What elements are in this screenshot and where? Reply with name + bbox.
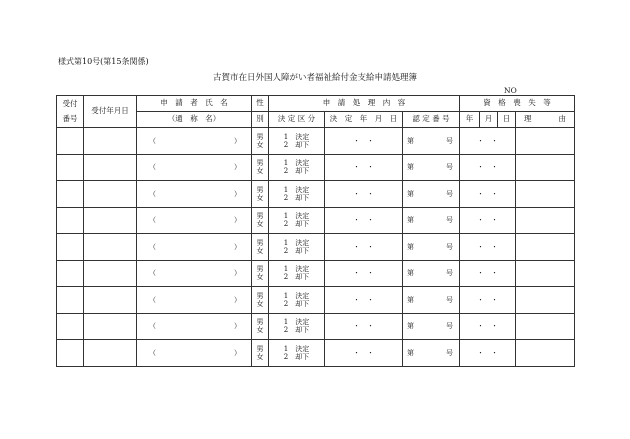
cell-cert-number[interactable] — [403, 128, 460, 155]
page-title: 古賀市在日外国人障がい者福祉給付金支給申請処理簿 — [212, 73, 417, 83]
sex-female: 女 — [256, 193, 264, 202]
register-row — [57, 181, 575, 208]
cert-prefix: 第 — [407, 348, 414, 357]
cert-prefix: 第 — [407, 189, 414, 198]
cell-uketsuke-number[interactable] — [57, 260, 84, 287]
cell-applicant-name[interactable] — [137, 287, 252, 314]
cell-decision-date[interactable]: ・ ・ — [325, 234, 403, 261]
header-sex-1: 性 — [252, 96, 269, 112]
cell-cert-number[interactable] — [403, 181, 460, 208]
cell-applicant-name[interactable] — [137, 260, 252, 287]
cert-prefix: 第 — [407, 216, 414, 225]
cell-cert-number[interactable] — [403, 207, 460, 234]
sex-female: 女 — [256, 140, 264, 149]
cell-sex[interactable] — [252, 313, 269, 340]
cell-decision-type[interactable] — [269, 313, 325, 340]
cell-uketsuke-number[interactable] — [57, 287, 84, 314]
option-reject: 2 却下 — [283, 326, 310, 335]
paren-close: ） — [234, 136, 241, 145]
option-reject: 2 却下 — [283, 352, 310, 361]
cell-uketsuke-number[interactable] — [57, 340, 84, 367]
paren-close: ） — [234, 269, 241, 278]
register-row — [57, 234, 575, 261]
register-row — [57, 207, 575, 234]
option-reject: 2 却下 — [283, 193, 310, 202]
cell-sex[interactable] — [252, 340, 269, 367]
cell-sex[interactable] — [252, 154, 269, 181]
option-approve: 1 決定 — [283, 318, 310, 327]
option-reject: 2 却下 — [283, 273, 310, 282]
option-approve: 1 決定 — [283, 132, 310, 141]
paren-open: （ — [149, 322, 156, 331]
header-loss: 資 格 喪 失 等 — [460, 96, 575, 112]
header-reason: 理 由 — [516, 112, 575, 128]
option-reject: 2 却下 — [283, 299, 310, 308]
cell-decision-type[interactable] — [269, 154, 325, 181]
cell-sex[interactable] — [252, 128, 269, 155]
header-alias: （通 称 名） — [137, 112, 252, 128]
cell-uketsuke-date[interactable] — [84, 128, 137, 155]
header-sex-2: 別 — [252, 112, 269, 128]
cell-applicant-name[interactable] — [137, 340, 252, 367]
option-reject: 2 却下 — [283, 167, 310, 176]
cell-uketsuke-date[interactable] — [84, 234, 137, 261]
cert-suffix: 号 — [446, 216, 454, 225]
header-day: 日 — [498, 112, 516, 128]
option-approve: 1 決定 — [283, 212, 310, 221]
paren-close: ） — [234, 322, 241, 331]
cell-decision-date[interactable]: ・ ・ — [325, 154, 403, 181]
cert-suffix: 号 — [446, 136, 454, 145]
cell-sex[interactable] — [252, 207, 269, 234]
option-approve: 1 決定 — [283, 344, 310, 353]
cell-cert-number[interactable] — [403, 287, 460, 314]
cert-suffix: 号 — [446, 295, 454, 304]
cell-uketsuke-number[interactable] — [57, 313, 84, 340]
cert-suffix: 号 — [446, 322, 454, 331]
cell-loss-reason[interactable] — [516, 181, 575, 208]
processing-register-table — [56, 95, 575, 367]
cell-uketsuke-date[interactable] — [84, 340, 137, 367]
cell-loss-reason[interactable] — [516, 340, 575, 367]
option-reject: 2 却下 — [283, 140, 310, 149]
cell-uketsuke-date[interactable] — [84, 181, 137, 208]
cell-loss-date[interactable]: ・ ・ — [460, 313, 516, 340]
cell-decision-type[interactable] — [269, 181, 325, 208]
paren-open: （ — [149, 216, 156, 225]
paren-open: （ — [149, 189, 156, 198]
sex-male: 男 — [256, 265, 264, 274]
header-month: 月 — [480, 112, 498, 128]
cert-prefix: 第 — [407, 242, 414, 251]
register-row — [57, 313, 575, 340]
cell-loss-reason[interactable] — [516, 128, 575, 155]
header-decision-date: 決 定 年 月 日 — [325, 112, 403, 128]
header-decision-type: 決 定 区 分 — [269, 112, 325, 128]
cell-sex[interactable] — [252, 287, 269, 314]
option-reject: 2 却下 — [283, 220, 310, 229]
cell-decision-date[interactable]: ・ ・ — [325, 313, 403, 340]
paren-close: ） — [234, 189, 241, 198]
sex-male: 男 — [256, 318, 264, 327]
cell-loss-reason[interactable] — [516, 287, 575, 314]
cell-loss-date[interactable]: ・ ・ — [460, 340, 516, 367]
cert-suffix: 号 — [446, 189, 454, 198]
cell-decision-type[interactable] — [269, 207, 325, 234]
paren-open: （ — [149, 163, 156, 172]
header-processing: 申 請 処 理 内 容 — [269, 96, 460, 112]
cell-loss-date[interactable]: ・ ・ — [460, 181, 516, 208]
cell-uketsuke-date[interactable] — [84, 207, 137, 234]
cell-loss-date[interactable]: ・ ・ — [460, 287, 516, 314]
cell-cert-number[interactable] — [403, 234, 460, 261]
cell-decision-type[interactable] — [269, 260, 325, 287]
cell-cert-number[interactable] — [403, 340, 460, 367]
paren-close: ） — [234, 348, 241, 357]
cell-loss-date[interactable]: ・ ・ — [460, 154, 516, 181]
paren-open: （ — [149, 348, 156, 357]
cell-applicant-name[interactable] — [137, 128, 252, 155]
cell-applicant-name[interactable] — [137, 207, 252, 234]
cell-loss-reason[interactable] — [516, 154, 575, 181]
cell-loss-date[interactable]: ・ ・ — [460, 234, 516, 261]
paren-close: ） — [234, 295, 241, 304]
cell-uketsuke-number[interactable] — [57, 207, 84, 234]
paren-open: （ — [149, 136, 156, 145]
register-row — [57, 128, 575, 155]
header-uketsuke-date: 受付年月日 — [84, 96, 137, 128]
cell-sex[interactable] — [252, 181, 269, 208]
cell-decision-date[interactable]: ・ ・ — [325, 207, 403, 234]
cell-decision-type[interactable] — [269, 128, 325, 155]
option-approve: 1 決定 — [283, 238, 310, 247]
cell-decision-type[interactable] — [269, 234, 325, 261]
cell-uketsuke-date[interactable] — [84, 154, 137, 181]
header-row-1 — [57, 96, 575, 112]
sex-male: 男 — [256, 344, 264, 353]
sex-female: 女 — [256, 299, 264, 308]
form-reference: 様式第10号(第15条関係) — [58, 57, 149, 66]
paren-close: ） — [234, 163, 241, 172]
cell-decision-type[interactable] — [269, 287, 325, 314]
header-cert-number: 認 定 番 号 — [403, 112, 460, 128]
cell-cert-number[interactable] — [403, 313, 460, 340]
cell-uketsuke-number[interactable] — [57, 181, 84, 208]
cell-decision-date[interactable]: ・ ・ — [325, 287, 403, 314]
option-approve: 1 決定 — [283, 265, 310, 274]
cell-applicant-name[interactable] — [137, 313, 252, 340]
cell-uketsuke-date[interactable] — [84, 287, 137, 314]
cell-decision-date[interactable]: ・ ・ — [325, 181, 403, 208]
sex-female: 女 — [256, 220, 264, 229]
sex-female: 女 — [256, 167, 264, 176]
cell-applicant-name[interactable] — [137, 154, 252, 181]
register-row — [57, 340, 575, 367]
cert-suffix: 号 — [446, 269, 454, 278]
register-row — [57, 260, 575, 287]
sex-male: 男 — [256, 132, 264, 141]
cert-prefix: 第 — [407, 322, 414, 331]
cell-uketsuke-number[interactable] — [57, 128, 84, 155]
cert-suffix: 号 — [446, 163, 454, 172]
cell-decision-type[interactable] — [269, 340, 325, 367]
register-row — [57, 154, 575, 181]
header-uketsuke-number: 受付 番号 — [57, 96, 84, 128]
sex-male: 男 — [256, 238, 264, 247]
cell-uketsuke-date[interactable] — [84, 260, 137, 287]
cell-loss-reason[interactable] — [516, 207, 575, 234]
sex-female: 女 — [256, 326, 264, 335]
option-approve: 1 決定 — [283, 159, 310, 168]
cell-cert-number[interactable] — [403, 260, 460, 287]
sex-male: 男 — [256, 291, 264, 300]
sex-male: 男 — [256, 212, 264, 221]
cell-loss-date[interactable]: ・ ・ — [460, 128, 516, 155]
paren-close: ） — [234, 242, 241, 251]
sex-female: 女 — [256, 246, 264, 255]
header-applicant-name: 申 請 者 氏 名 — [137, 96, 252, 112]
cell-decision-date[interactable]: ・ ・ — [325, 260, 403, 287]
cell-sex[interactable] — [252, 234, 269, 261]
paren-close: ） — [234, 216, 241, 225]
cell-loss-reason[interactable] — [516, 313, 575, 340]
option-approve: 1 決定 — [283, 185, 310, 194]
cell-uketsuke-date[interactable] — [84, 313, 137, 340]
paren-open: （ — [149, 295, 156, 304]
cell-applicant-name[interactable] — [137, 181, 252, 208]
cert-prefix: 第 — [407, 295, 414, 304]
register-row — [57, 287, 575, 314]
cert-prefix: 第 — [407, 269, 414, 278]
cell-uketsuke-number[interactable] — [57, 234, 84, 261]
cell-uketsuke-number[interactable] — [57, 154, 84, 181]
cell-decision-date[interactable]: ・ ・ — [325, 340, 403, 367]
register-number-field[interactable]: NO — [504, 86, 568, 96]
paren-open: （ — [149, 242, 156, 251]
sex-female: 女 — [256, 273, 264, 282]
cell-loss-reason[interactable] — [516, 234, 575, 261]
cell-loss-reason[interactable] — [516, 260, 575, 287]
cell-applicant-name[interactable] — [137, 234, 252, 261]
option-reject: 2 却下 — [283, 246, 310, 255]
sex-male: 男 — [256, 159, 264, 168]
sex-male: 男 — [256, 185, 264, 194]
option-approve: 1 決定 — [283, 291, 310, 300]
cert-suffix: 号 — [446, 242, 454, 251]
paren-open: （ — [149, 269, 156, 278]
sex-female: 女 — [256, 352, 264, 361]
cert-prefix: 第 — [407, 163, 414, 172]
cell-cert-number[interactable] — [403, 154, 460, 181]
cell-sex[interactable] — [252, 260, 269, 287]
cell-loss-date[interactable]: ・ ・ — [460, 207, 516, 234]
cell-loss-date[interactable]: ・ ・ — [460, 260, 516, 287]
header-year: 年 — [460, 112, 480, 128]
cell-decision-date[interactable]: ・ ・ — [325, 128, 403, 155]
cert-suffix: 号 — [446, 348, 454, 357]
cert-prefix: 第 — [407, 136, 414, 145]
